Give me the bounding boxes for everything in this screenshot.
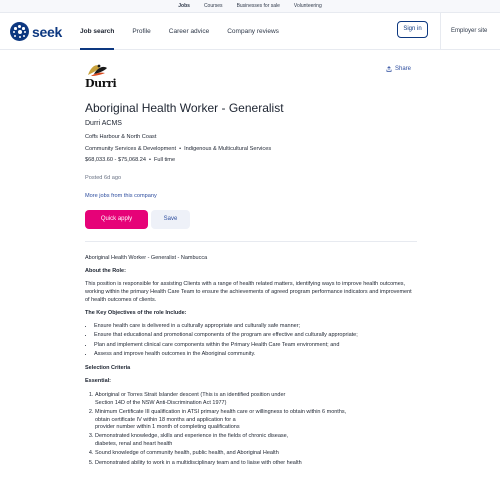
save-button[interactable]: Save: [151, 210, 190, 229]
classification-sub: Indigenous & Multicultural Services: [184, 146, 272, 152]
share-label: Share: [395, 66, 412, 72]
job-description: [85, 255, 417, 471]
company-logo-text: Durri: [85, 77, 117, 90]
topstrip-link-businesses[interactable]: Businesses for sale: [236, 2, 280, 9]
list-item: 5. Demonstrated ability to work in a multidisciplinary team and to liaise with other health: [95, 460, 417, 468]
seek-logo-icon: [10, 22, 29, 41]
nav-links: [78, 13, 288, 50]
main-navbar: [0, 13, 500, 50]
seek-logo[interactable]: [10, 22, 62, 41]
job-salary-worktype: [85, 157, 175, 163]
list-item: 1. Aboriginal or Torres Strait Islander descent (This is an identified position under Section 14D of the NSW Anti-Discrimination Act 1977): [95, 392, 417, 407]
section-divider: [85, 241, 417, 242]
essential-list: [95, 392, 417, 467]
separator-dot: •: [148, 157, 151, 163]
description-intro: Aboriginal Health Worker - Generalist - Nambucca: [85, 255, 208, 261]
seek-logo-text: seek: [32, 23, 62, 40]
list-item: 2. Minimum Certificate III qualification in ATSI primary health care or willingness to obtain within 6 months, obtain certificate IV within 18 months and application for a provider number within 1 month of completing qualifications: [95, 409, 417, 432]
job-classification: [85, 146, 271, 152]
share-icon: [386, 66, 392, 72]
classification-main: Community Services & Development: [85, 146, 177, 152]
nav-profile[interactable]: Profile: [132, 28, 151, 35]
nav-career-advice[interactable]: Career advice: [168, 28, 210, 35]
essential-heading: Essential:: [85, 378, 111, 385]
nav-divider: [440, 13, 441, 50]
criteria-heading: Selection Criteria: [85, 364, 131, 371]
list-item: • Assess and improve health outcomes in the Aboriginal community.: [94, 351, 417, 359]
about-heading: About the Role:: [85, 267, 126, 274]
share-button[interactable]: [386, 66, 411, 72]
job-location: Coffs Harbour & North Coast: [85, 134, 157, 140]
work-type: Full time: [153, 157, 176, 163]
topstrip-link-courses[interactable]: Courses: [203, 2, 223, 9]
list-item: 3. Demonstrated knowledge, skills and experience in the fields of chronic disease, diabetes, renal and heart health: [95, 433, 417, 448]
advertiser-name[interactable]: Durri ACMS: [85, 120, 122, 127]
quick-apply-button[interactable]: Quick apply: [85, 210, 148, 229]
objectives-heading: The Key Objectives of the role Include:: [85, 309, 187, 316]
topstrip-link-jobs[interactable]: Jobs: [178, 2, 190, 9]
list-item: • Ensure health care is delivered in a culturally appropriate and culturally safe manner;: [94, 323, 417, 331]
more-jobs-link[interactable]: More jobs from this company: [85, 193, 157, 199]
topstrip-link-volunteering[interactable]: Volunteering: [293, 2, 322, 9]
nav-company-reviews[interactable]: Company reviews: [227, 28, 279, 35]
posted-date: Posted 6d ago: [85, 175, 122, 181]
employer-site-link[interactable]: Employer site: [451, 28, 488, 34]
about-text: This position is responsible for assisting Clients with a range of health related matters, identifying ways to improve health outcomes, working within the primary Health Care Team to ensure the achievements of agreed program performance indicators and improvement of health outcomes of clients.: [85, 281, 412, 303]
list-item: 4. Sound knowledge of community health, public health, and Aboriginal Health: [95, 450, 417, 458]
separator-dot: •: [179, 146, 182, 152]
nav-job-search[interactable]: Job search: [78, 13, 123, 50]
list-item: • Ensure that educational and promotional components of the program are effective and culturally appropriate;: [94, 332, 417, 340]
objectives-list: [94, 323, 417, 358]
list-item: • Plan and implement clinical care components within the Primary Health Care Team environment; and: [94, 342, 417, 350]
salary-range: $68,033.60 - $75,068.24: [85, 157, 146, 163]
job-title: Aboriginal Health Worker - Generalist: [85, 101, 284, 115]
sign-in-button[interactable]: Sign in: [397, 21, 428, 38]
company-logo-emblem-icon: [85, 62, 116, 78]
top-strip: [0, 0, 500, 13]
company-logo: [85, 62, 116, 89]
